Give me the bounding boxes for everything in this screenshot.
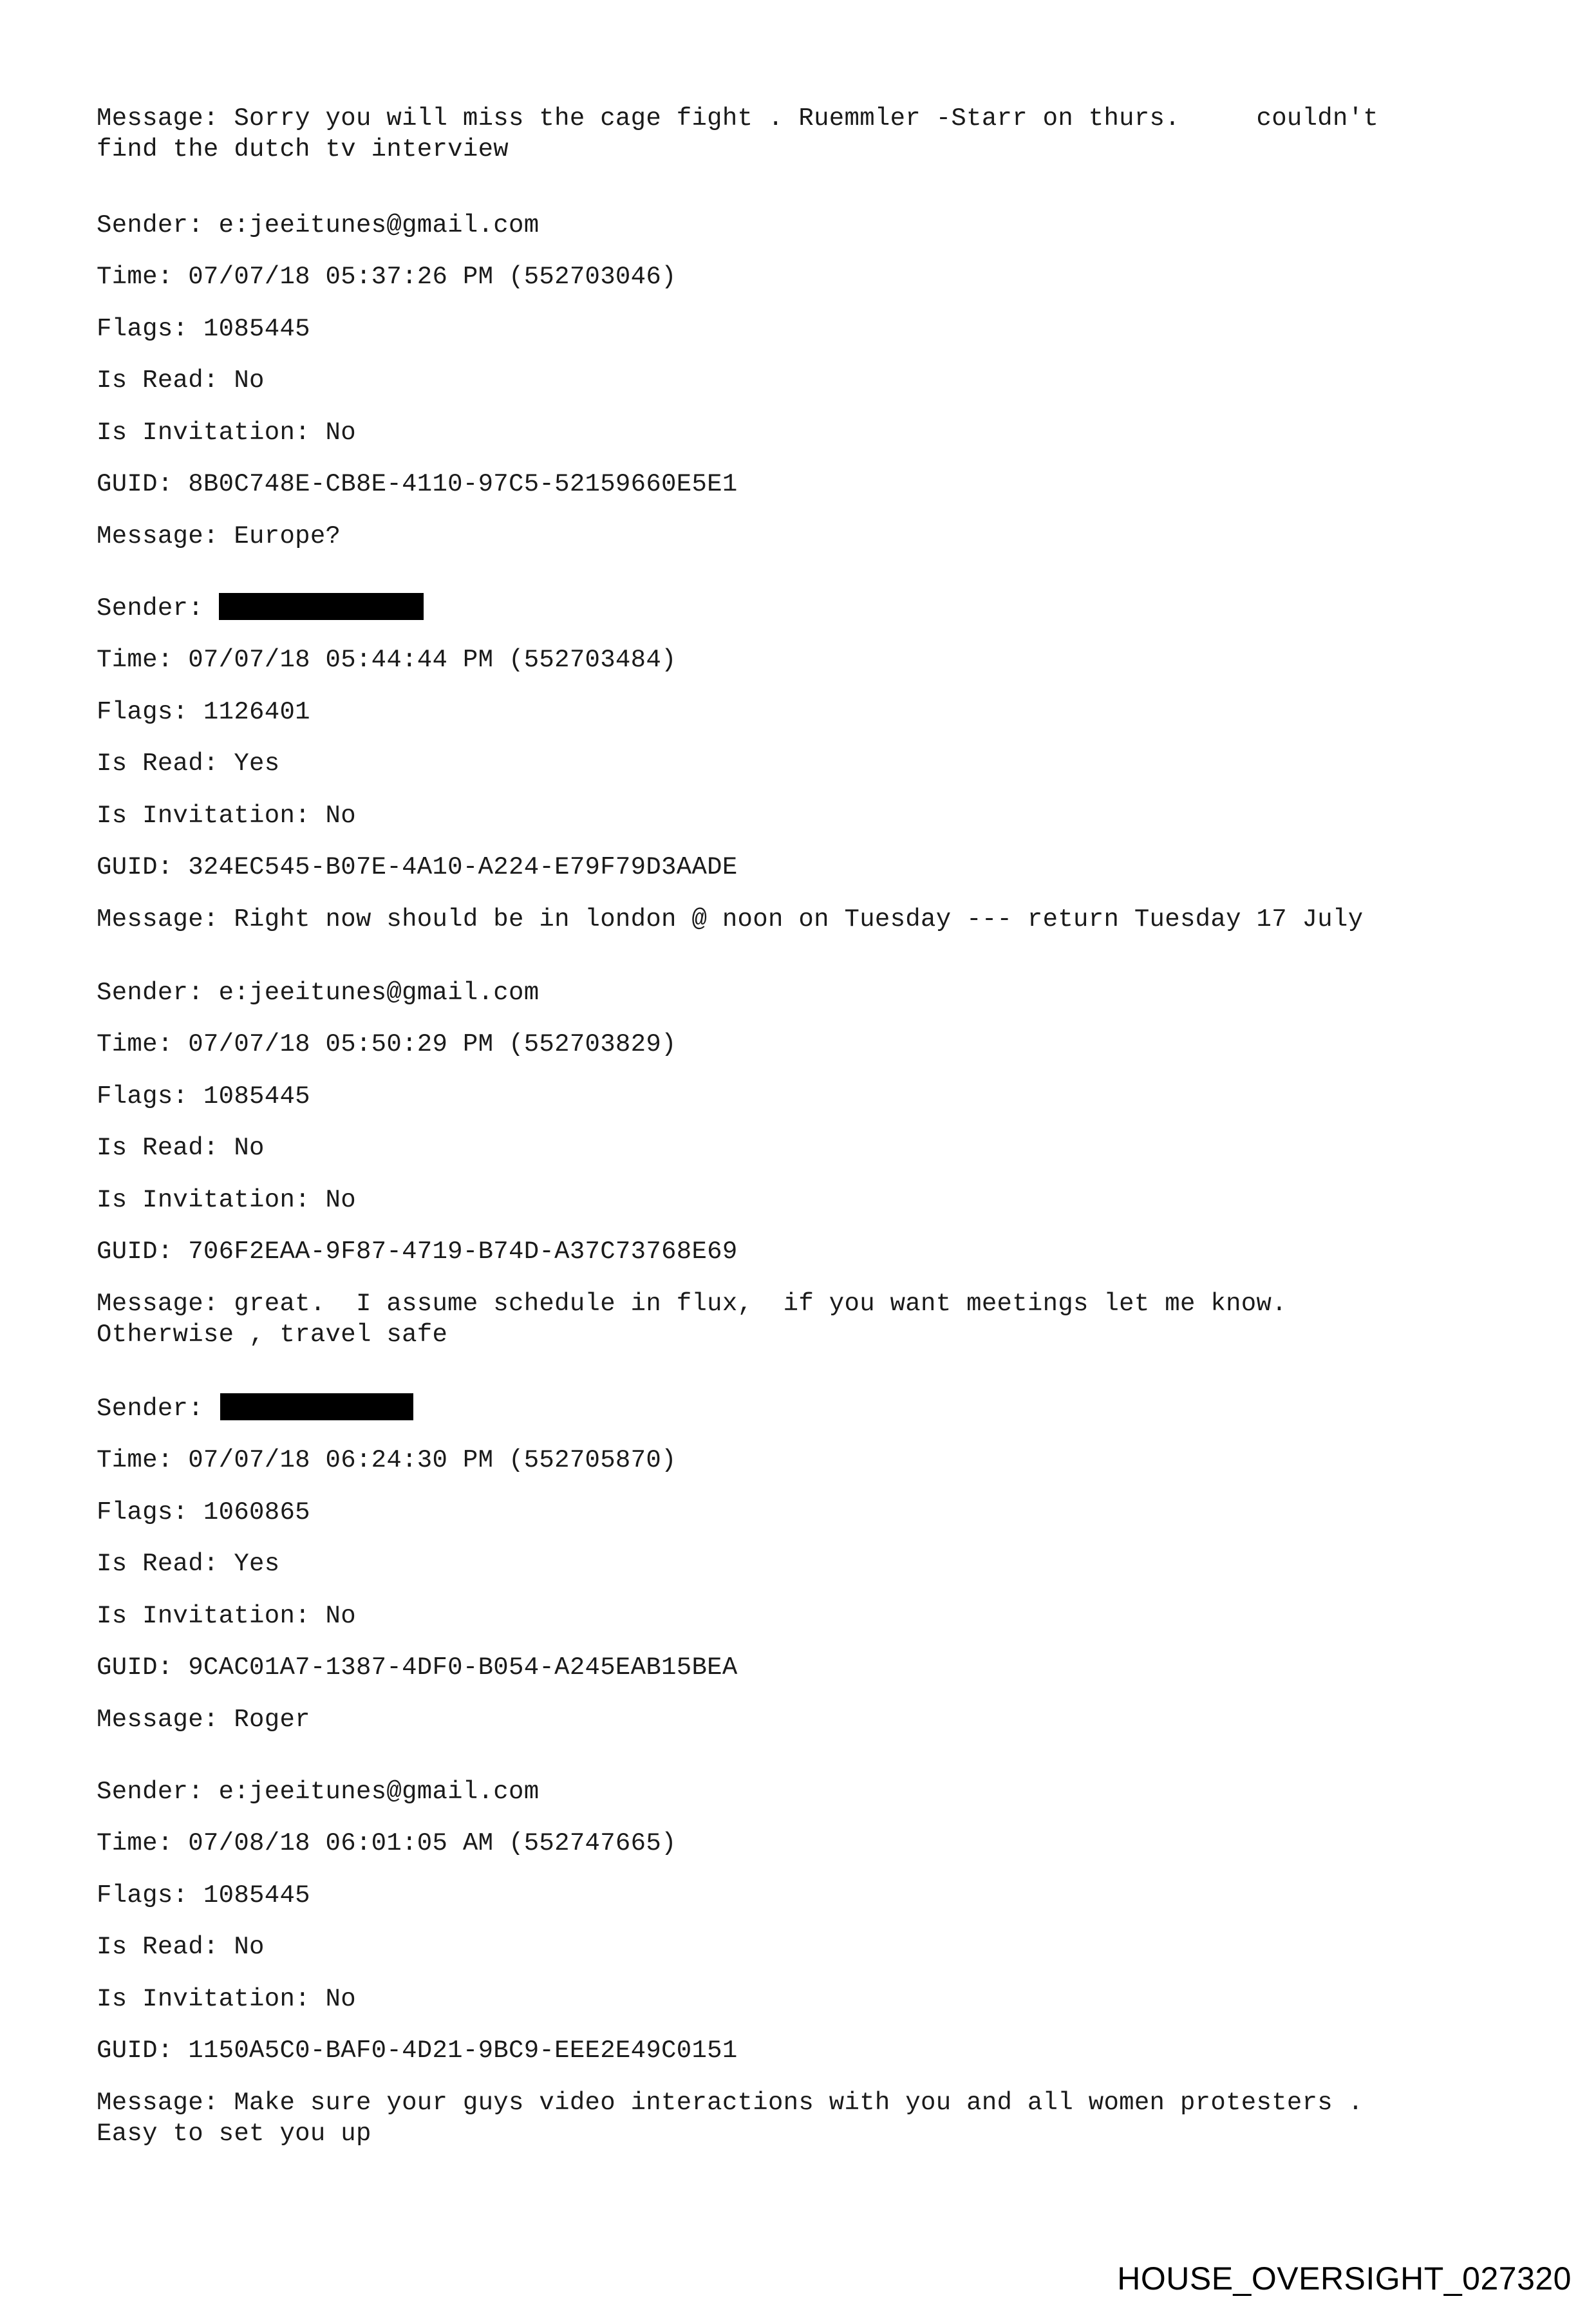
- message-line: Message: Sorry you will miss the cage fight . Ruemmler -Starr on thurs. couldn't: [97, 104, 1379, 133]
- sender-label: Sender:: [97, 1395, 219, 1423]
- flags-line: Flags: 1085445: [97, 315, 310, 343]
- is-read-line: Is Read: No: [97, 366, 265, 395]
- message-line: Message: Right now should be in london @ noon on Tuesday --- return Tuesday 17 July: [97, 905, 1364, 934]
- sender-line: Sender: e:jeeitunes@gmail.com: [97, 1778, 540, 1806]
- message-line: Message: Roger: [97, 1706, 310, 1734]
- time-line: Time: 07/07/18 06:24:30 PM (552705870): [97, 1446, 677, 1474]
- is-invitation-line: Is Invitation: No: [97, 1985, 356, 2013]
- guid-line: GUID: 8B0C748E-CB8E-4110-97C5-52159660E5E1: [97, 470, 738, 498]
- sender-line-redacted: [97, 1393, 413, 1424]
- message-line: Message: Europe?: [97, 522, 341, 550]
- sender-label: Sender:: [97, 594, 219, 623]
- guid-line: GUID: 1150A5C0-BAF0-4D21-9BC9-EEE2E49C0151: [97, 2036, 738, 2065]
- time-line: Time: 07/07/18 05:50:29 PM (552703829): [97, 1030, 677, 1058]
- is-read-line: Is Read: No: [97, 1134, 265, 1162]
- guid-line: GUID: 706F2EAA-9F87-4719-B74D-A37C73768E69: [97, 1237, 738, 1266]
- flags-line: Flags: 1085445: [97, 1082, 310, 1111]
- is-read-line: Is Read: No: [97, 1933, 265, 1961]
- time-line: Time: 07/07/18 05:37:26 PM (552703046): [97, 263, 677, 291]
- flags-line: Flags: 1085445: [97, 1881, 310, 1910]
- sender-line: Sender: e:jeeitunes@gmail.com: [97, 979, 540, 1007]
- message-line-continued: find the dutch tv interview: [97, 135, 509, 164]
- redaction-box: [220, 1393, 413, 1420]
- is-read-line: Is Read: Yes: [97, 1550, 280, 1578]
- is-invitation-line: Is Invitation: No: [97, 802, 356, 830]
- message-line: Message: great. I assume schedule in flux, if you want meetings let me know.: [97, 1290, 1287, 1318]
- message-line-continued: Easy to set you up: [97, 2120, 371, 2148]
- time-line: Time: 07/07/18 05:44:44 PM (552703484): [97, 646, 677, 674]
- guid-line: GUID: 9CAC01A7-1387-4DF0-B054-A245EAB15BEA: [97, 1653, 738, 1682]
- flags-line: Flags: 1060865: [97, 1498, 310, 1527]
- is-invitation-line: Is Invitation: No: [97, 418, 356, 447]
- guid-line: GUID: 324EC545-B07E-4A10-A224-E79F79D3AADE: [97, 853, 738, 881]
- is-read-line: Is Read: Yes: [97, 749, 280, 778]
- time-line: Time: 07/08/18 06:01:05 AM (552747665): [97, 1829, 677, 1857]
- redaction-box: [219, 593, 424, 620]
- sender-line: Sender: e:jeeitunes@gmail.com: [97, 211, 540, 240]
- flags-line: Flags: 1126401: [97, 698, 310, 726]
- message-line: Message: Make sure your guys video interactions with you and all women protesters .: [97, 2089, 1364, 2117]
- message-line-continued: Otherwise , travel safe: [97, 1321, 448, 1349]
- bates-number: HOUSE_OVERSIGHT_027320: [1117, 2261, 1572, 2297]
- sender-line-redacted: [97, 593, 424, 624]
- is-invitation-line: Is Invitation: No: [97, 1602, 356, 1630]
- is-invitation-line: Is Invitation: No: [97, 1186, 356, 1214]
